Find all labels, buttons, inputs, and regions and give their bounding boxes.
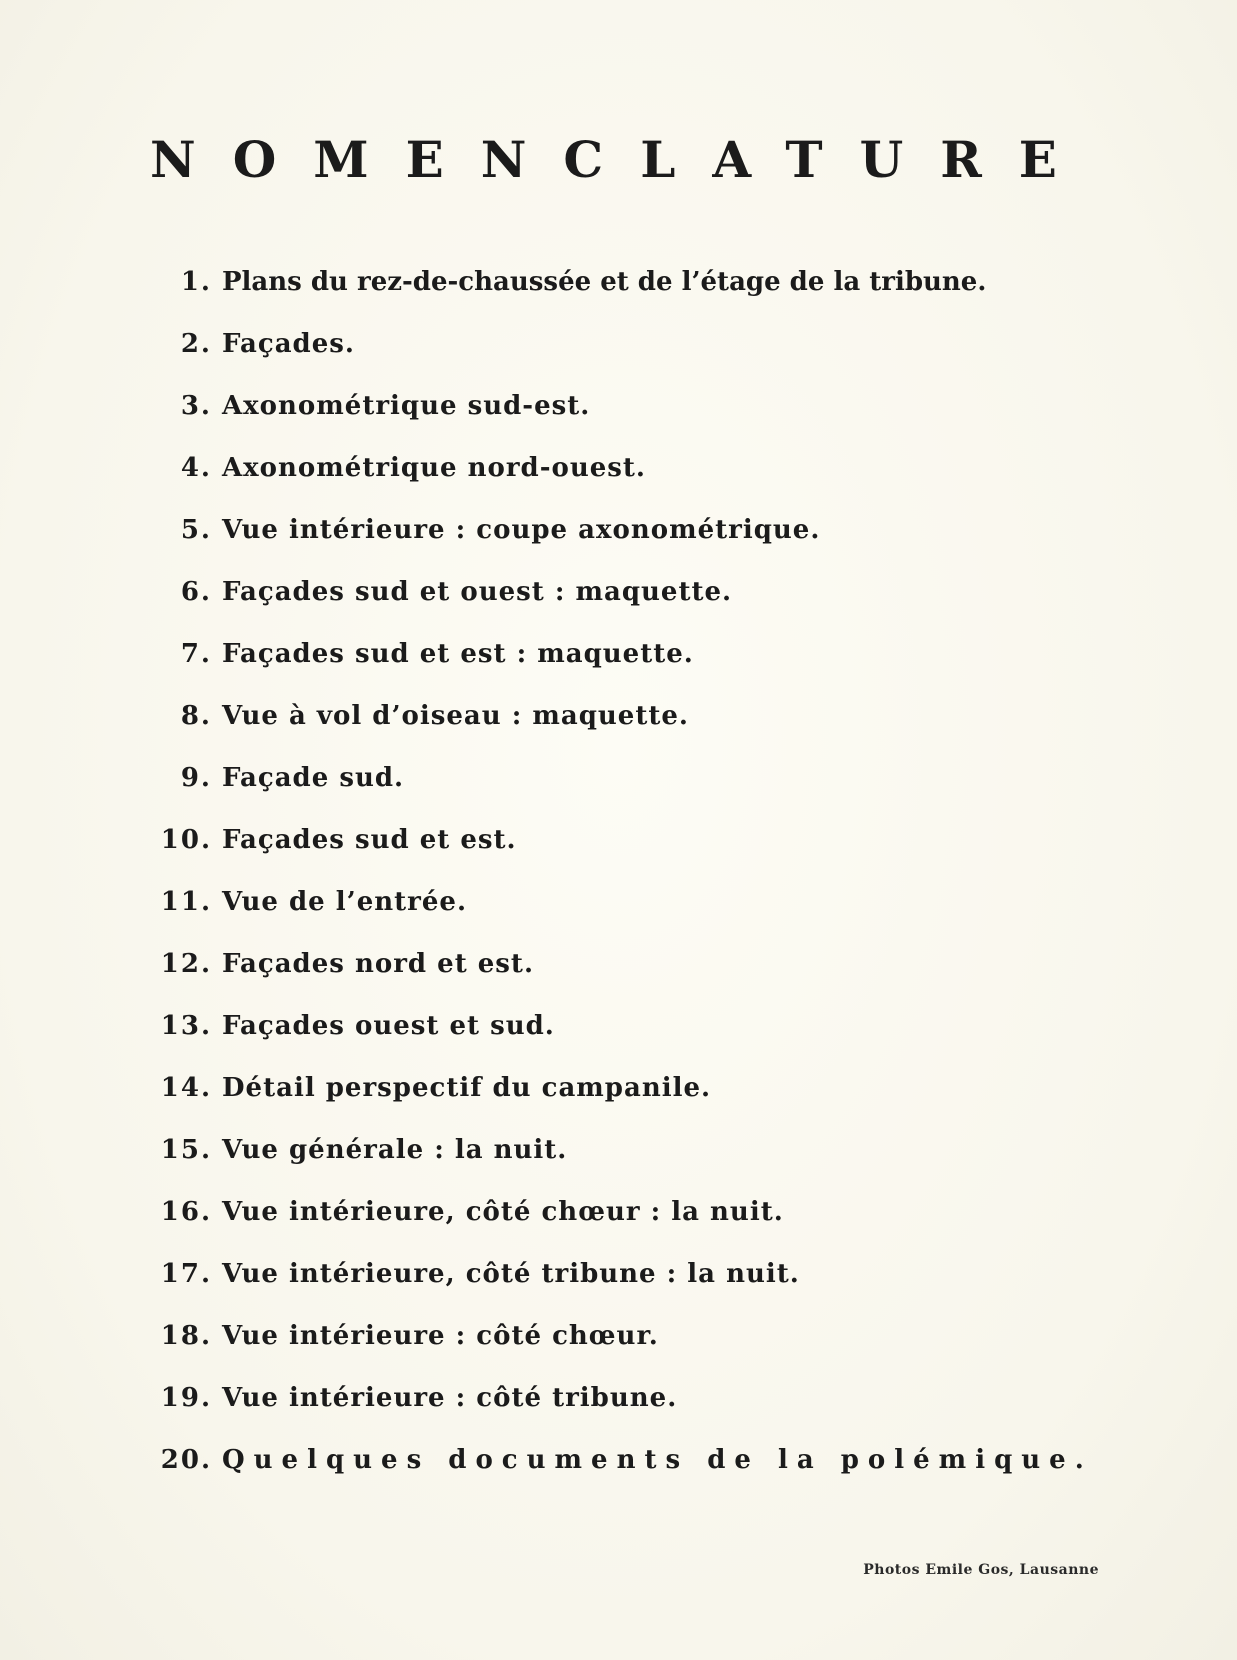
list-item — [150, 763, 1110, 825]
item-text: Vue intérieure, côté chœur : la nuit. — [222, 1197, 784, 1227]
page-title: NOMENCLATURE — [150, 130, 1094, 189]
list-item — [150, 1383, 1110, 1445]
list-item — [150, 577, 1110, 639]
item-number: 9. — [180, 763, 212, 793]
item-number: 4. — [180, 453, 212, 483]
item-number: 16. — [160, 1197, 212, 1227]
item-number: 2. — [180, 329, 212, 359]
item-text: Vue intérieure, côté tribune : la nuit. — [222, 1259, 800, 1289]
item-number: 12. — [160, 949, 212, 979]
item-number: 6. — [180, 577, 212, 607]
item-text: Façade sud. — [222, 763, 405, 793]
item-number: 19. — [160, 1383, 212, 1413]
item-number: 1. — [180, 267, 212, 297]
item-text: Détail perspectif du campanile. — [222, 1073, 712, 1103]
item-number: 3. — [180, 391, 212, 421]
item-text: Plans du rez-de-chaussée et de l’étage de la tribune. — [222, 267, 987, 297]
item-number: 5. — [180, 515, 212, 545]
item-number: 15. — [160, 1135, 212, 1165]
list-item — [150, 1197, 1110, 1259]
list-item — [150, 1445, 1110, 1507]
item-text: Vue intérieure : coupe axonométrique. — [222, 515, 821, 545]
item-number: 10. — [160, 825, 212, 855]
list-item — [150, 1259, 1110, 1321]
item-text: Façades sud et est : maquette. — [222, 639, 694, 669]
item-number: 8. — [180, 701, 212, 731]
list-item — [150, 1073, 1110, 1135]
item-number: 17. — [160, 1259, 212, 1289]
item-number: 18. — [160, 1321, 212, 1351]
list-item — [150, 515, 1110, 577]
list-item — [150, 701, 1110, 763]
item-text: Quelques documents de la polémique. — [222, 1445, 1093, 1475]
list-item — [150, 1011, 1110, 1073]
list-item — [150, 391, 1110, 453]
item-text: Vue intérieure : côté chœur. — [222, 1321, 659, 1351]
item-text: Façades sud et ouest : maquette. — [222, 577, 733, 607]
item-number: 11. — [160, 887, 212, 917]
item-text: Vue de l’entrée. — [222, 887, 467, 917]
item-text: Vue générale : la nuit. — [222, 1135, 568, 1165]
item-number: 13. — [160, 1011, 212, 1041]
item-text: Vue à vol d’oiseau : maquette. — [222, 701, 689, 731]
list-item — [150, 1135, 1110, 1197]
list-item — [150, 639, 1110, 701]
list-item — [150, 267, 1110, 329]
list-item — [150, 453, 1110, 515]
item-text: Façades nord et est. — [222, 949, 534, 979]
item-text: Façades. — [222, 329, 355, 359]
list-item — [150, 329, 1110, 391]
list-item — [150, 949, 1110, 1011]
item-text: Façades sud et est. — [222, 825, 517, 855]
item-text: Vue intérieure : côté tribune. — [222, 1383, 678, 1413]
item-number: 20. — [160, 1445, 212, 1475]
item-number: 14. — [160, 1073, 212, 1103]
list-item — [150, 1321, 1110, 1383]
item-text: Axonométrique nord-ouest. — [222, 453, 646, 483]
list-item — [150, 887, 1110, 949]
nomenclature-list — [150, 267, 1110, 1507]
item-text: Façades ouest et sud. — [222, 1011, 555, 1041]
list-item — [150, 825, 1110, 887]
item-text: Axonométrique sud-est. — [222, 391, 591, 421]
item-number: 7. — [180, 639, 212, 669]
photo-credit: Photos Emile Gos, Lausanne — [863, 1562, 1099, 1578]
